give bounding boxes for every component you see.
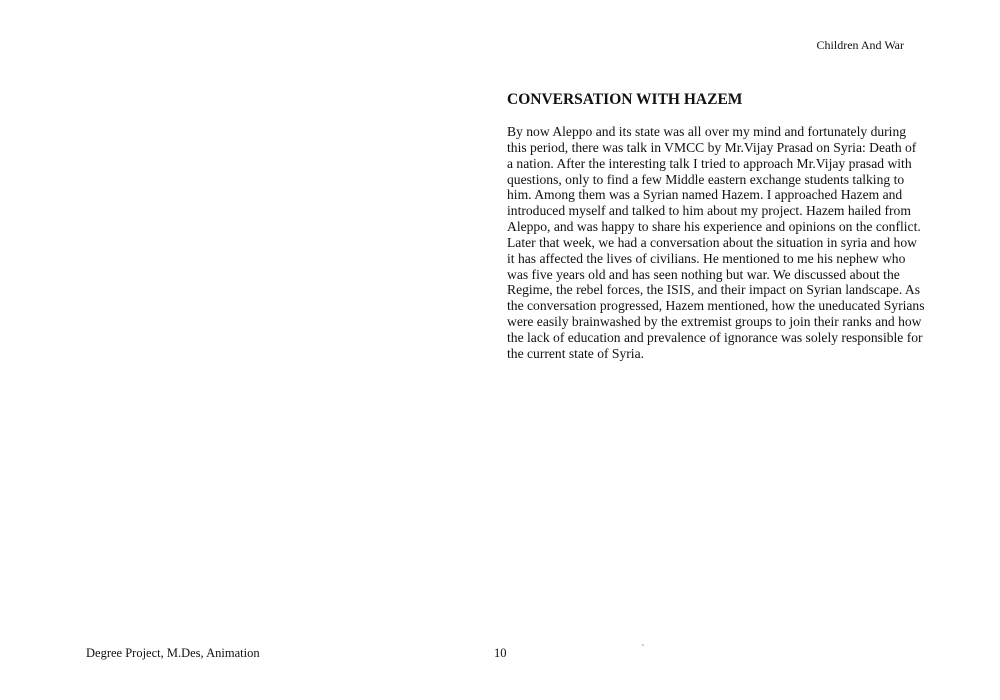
- paragraph-line: were easily brainwashed by the extremist groups to join their ranks and how: [507, 314, 922, 330]
- footer-project-label: Degree Project, M.Des, Animation: [86, 646, 260, 660]
- stray-mark: `: [641, 643, 645, 655]
- paragraph-line: Aleppo, and was happy to share his experience and opinions on the conflict.: [507, 219, 921, 235]
- paragraph-line: By now Aleppo and its state was all over my mind and fortunately during: [507, 124, 907, 139]
- paragraph-line: him. Among them was a Syrian named Hazem. I approached Hazem and: [507, 187, 903, 203]
- paragraph-line: this period, there was talk in VMCC by Mr.Vijay Prasad on Syria: Death of: [507, 139, 917, 155]
- paragraph-line: the conversation progressed, Hazem mentioned, how the uneducated Syrians: [507, 298, 925, 314]
- running-header: Children And War: [816, 38, 904, 52]
- paragraph-line: the lack of education and prevalence of ignorance was solely responsible for: [507, 329, 923, 345]
- paragraph-line: Regime, the rebel forces, the ISIS, and their impact on Syrian landscape. As: [507, 282, 920, 298]
- paragraph-line: it has affected the lives of civilians. He mentioned to me his nephew who: [507, 250, 906, 266]
- section-title: CONVERSATION WITH HAZEM: [507, 91, 743, 108]
- paragraph-line: introduced myself and talked to him about my project. Hazem hailed from: [507, 203, 911, 219]
- body-paragraph: [507, 124, 925, 362]
- paragraph-line: a nation. After the interesting talk I tried to approach Mr.Vijay prasad with: [507, 155, 912, 171]
- paragraph-line: was five years old and has seen nothing but war. We discussed about the: [507, 266, 900, 282]
- paragraph-line: questions, only to find a few Middle eastern exchange students talking to: [507, 171, 905, 187]
- paragraph-line: the current state of Syria.: [507, 345, 645, 361]
- paragraph-line: Later that week, we had a conversation about the situation in syria and how: [507, 234, 917, 250]
- page-number: 10: [494, 646, 507, 660]
